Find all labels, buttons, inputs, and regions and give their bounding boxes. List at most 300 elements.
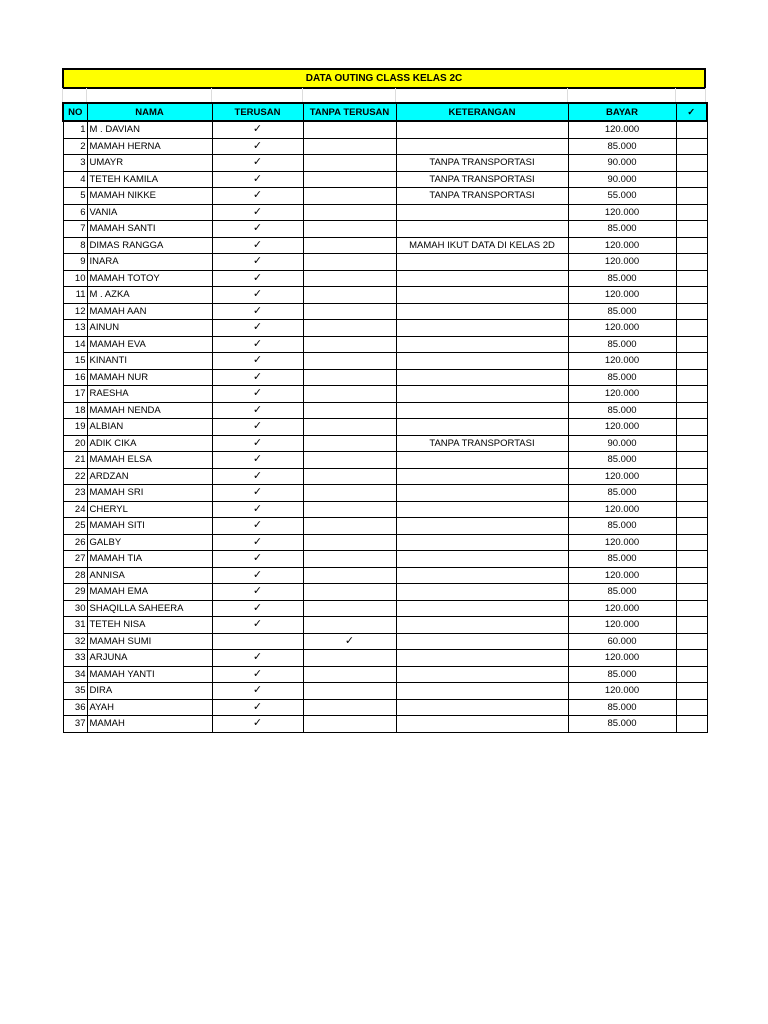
- keterangan-cell[interactable]: [396, 204, 568, 221]
- row-number-cell[interactable]: 28: [63, 567, 87, 584]
- terusan-check-cell[interactable]: ✓: [212, 716, 303, 733]
- bayar-cell[interactable]: 85.000: [568, 699, 676, 716]
- keterangan-cell[interactable]: [396, 485, 568, 502]
- tanpa-terusan-check-cell[interactable]: [303, 138, 396, 155]
- check-cell[interactable]: [676, 683, 707, 700]
- table-row: [63, 683, 707, 700]
- name-cell[interactable]: GALBY: [87, 534, 212, 551]
- bayar-cell[interactable]: 85.000: [568, 518, 676, 535]
- terusan-check-cell[interactable]: ✓: [212, 353, 303, 370]
- bayar-cell[interactable]: 120.000: [568, 683, 676, 700]
- tanpa-terusan-check-cell[interactable]: [303, 683, 396, 700]
- keterangan-cell[interactable]: [396, 468, 568, 485]
- row-number-cell[interactable]: 34: [63, 666, 87, 683]
- bayar-cell[interactable]: 120.000: [568, 567, 676, 584]
- check-cell[interactable]: [676, 171, 707, 188]
- row-number-cell[interactable]: 16: [63, 369, 87, 386]
- bayar-cell[interactable]: 120.000: [568, 254, 676, 271]
- check-cell[interactable]: [676, 336, 707, 353]
- name-cell[interactable]: MAMAH SUMI: [87, 633, 212, 650]
- table-row: [63, 138, 707, 155]
- check-cell[interactable]: [676, 121, 707, 138]
- keterangan-cell[interactable]: TANPA TRANSPORTASI: [396, 171, 568, 188]
- terusan-check-cell[interactable]: ✓: [212, 468, 303, 485]
- row-number-cell[interactable]: 8: [63, 237, 87, 254]
- tanpa-terusan-check-cell[interactable]: [303, 452, 396, 469]
- bayar-cell[interactable]: 120.000: [568, 501, 676, 518]
- terusan-check-cell[interactable]: ✓: [212, 666, 303, 683]
- keterangan-cell[interactable]: [396, 270, 568, 287]
- table-row: [63, 716, 707, 733]
- table-row: [63, 254, 707, 271]
- keterangan-cell[interactable]: [396, 633, 568, 650]
- row-number-cell[interactable]: 10: [63, 270, 87, 287]
- row-number-cell[interactable]: 21: [63, 452, 87, 469]
- check-cell[interactable]: [676, 501, 707, 518]
- keterangan-cell[interactable]: [396, 600, 568, 617]
- check-cell[interactable]: [676, 617, 707, 634]
- tanpa-terusan-check-cell[interactable]: [303, 237, 396, 254]
- keterangan-cell[interactable]: [396, 452, 568, 469]
- check-cell[interactable]: [676, 155, 707, 172]
- name-cell[interactable]: MAMAH NIKKE: [87, 188, 212, 205]
- table-row: [63, 221, 707, 238]
- tanpa-terusan-check-cell[interactable]: [303, 485, 396, 502]
- keterangan-cell[interactable]: [396, 567, 568, 584]
- check-cell[interactable]: [676, 600, 707, 617]
- row-number-cell[interactable]: 11: [63, 287, 87, 304]
- row-number-cell[interactable]: 3: [63, 155, 87, 172]
- tanpa-terusan-check-cell[interactable]: [303, 204, 396, 221]
- bayar-cell[interactable]: 120.000: [568, 419, 676, 436]
- terusan-check-cell[interactable]: ✓: [212, 518, 303, 535]
- terusan-check-cell[interactable]: [212, 633, 303, 650]
- row-number-cell[interactable]: 2: [63, 138, 87, 155]
- bayar-cell[interactable]: 55.000: [568, 188, 676, 205]
- tanpa-terusan-check-cell[interactable]: [303, 320, 396, 337]
- bayar-cell[interactable]: 120.000: [568, 204, 676, 221]
- bayar-cell[interactable]: 85.000: [568, 716, 676, 733]
- table-row: [63, 171, 707, 188]
- name-cell[interactable]: ADIK CIKA: [87, 435, 212, 452]
- check-cell[interactable]: [676, 650, 707, 667]
- row-number-cell[interactable]: 14: [63, 336, 87, 353]
- check-cell[interactable]: [676, 452, 707, 469]
- check-cell[interactable]: [676, 303, 707, 320]
- tanpa-terusan-check-cell[interactable]: [303, 617, 396, 634]
- header-check-icon[interactable]: ✓: [676, 103, 707, 121]
- keterangan-cell[interactable]: [396, 221, 568, 238]
- name-cell[interactable]: MAMAH HERNA: [87, 138, 212, 155]
- tanpa-terusan-check-cell[interactable]: [303, 188, 396, 205]
- bayar-cell[interactable]: 85.000: [568, 485, 676, 502]
- keterangan-cell[interactable]: [396, 402, 568, 419]
- row-number-cell[interactable]: 29: [63, 584, 87, 601]
- terusan-check-cell[interactable]: ✓: [212, 435, 303, 452]
- terusan-check-cell[interactable]: ✓: [212, 369, 303, 386]
- row-number-cell[interactable]: 12: [63, 303, 87, 320]
- header-keterangan[interactable]: KETERANGAN: [396, 103, 568, 121]
- name-cell[interactable]: MAMAH EVA: [87, 336, 212, 353]
- terusan-check-cell[interactable]: ✓: [212, 155, 303, 172]
- name-cell[interactable]: ALBIAN: [87, 419, 212, 436]
- bayar-cell[interactable]: 85.000: [568, 138, 676, 155]
- check-cell[interactable]: [676, 237, 707, 254]
- tanpa-terusan-check-cell[interactable]: [303, 699, 396, 716]
- row-number-cell[interactable]: 6: [63, 204, 87, 221]
- row-number-cell[interactable]: 37: [63, 716, 87, 733]
- bayar-cell[interactable]: 90.000: [568, 435, 676, 452]
- name-cell[interactable]: MAMAH: [87, 716, 212, 733]
- bayar-cell[interactable]: 120.000: [568, 353, 676, 370]
- row-number-cell[interactable]: 33: [63, 650, 87, 667]
- name-cell[interactable]: MAMAH SITI: [87, 518, 212, 535]
- keterangan-cell[interactable]: [396, 254, 568, 271]
- header-row: [63, 103, 707, 121]
- keterangan-cell[interactable]: TANPA TRANSPORTASI: [396, 188, 568, 205]
- row-number-cell[interactable]: 4: [63, 171, 87, 188]
- name-cell[interactable]: SHAQILLA SAHEERA: [87, 600, 212, 617]
- name-cell[interactable]: MAMAH ELSA: [87, 452, 212, 469]
- tanpa-terusan-check-cell[interactable]: [303, 518, 396, 535]
- check-cell[interactable]: [676, 485, 707, 502]
- keterangan-cell[interactable]: [396, 336, 568, 353]
- table-row: [63, 287, 707, 304]
- table-row: [63, 534, 707, 551]
- name-cell[interactable]: MAMAH NUR: [87, 369, 212, 386]
- row-number-cell[interactable]: 7: [63, 221, 87, 238]
- terusan-check-cell[interactable]: ✓: [212, 551, 303, 568]
- terusan-check-cell[interactable]: ✓: [212, 270, 303, 287]
- empty-spacer-row: [62, 88, 706, 102]
- terusan-check-cell[interactable]: ✓: [212, 485, 303, 502]
- tanpa-terusan-check-cell[interactable]: [303, 419, 396, 436]
- name-cell[interactable]: MAMAH SANTI: [87, 221, 212, 238]
- keterangan-cell[interactable]: [396, 518, 568, 535]
- bayar-cell[interactable]: 120.000: [568, 468, 676, 485]
- keterangan-cell[interactable]: TANPA TRANSPORTASI: [396, 155, 568, 172]
- bayar-cell[interactable]: 120.000: [568, 600, 676, 617]
- table-row: [63, 353, 707, 370]
- check-cell[interactable]: [676, 567, 707, 584]
- bayar-cell[interactable]: 85.000: [568, 221, 676, 238]
- name-cell[interactable]: CHERYL: [87, 501, 212, 518]
- tanpa-terusan-check-cell[interactable]: [303, 386, 396, 403]
- terusan-check-cell[interactable]: ✓: [212, 320, 303, 337]
- table-row: [63, 237, 707, 254]
- name-cell[interactable]: AYAH: [87, 699, 212, 716]
- bayar-cell[interactable]: 85.000: [568, 666, 676, 683]
- row-number-cell[interactable]: 22: [63, 468, 87, 485]
- check-cell[interactable]: [676, 716, 707, 733]
- table-row: [63, 650, 707, 667]
- tanpa-terusan-check-cell[interactable]: [303, 534, 396, 551]
- terusan-check-cell[interactable]: ✓: [212, 584, 303, 601]
- table-row: [63, 633, 707, 650]
- name-cell[interactable]: VANIA: [87, 204, 212, 221]
- tanpa-terusan-check-cell[interactable]: [303, 171, 396, 188]
- tanpa-terusan-check-cell[interactable]: [303, 270, 396, 287]
- terusan-check-cell[interactable]: ✓: [212, 600, 303, 617]
- terusan-check-cell[interactable]: ✓: [212, 501, 303, 518]
- tanpa-terusan-check-cell[interactable]: [303, 155, 396, 172]
- table-row: [63, 369, 707, 386]
- tanpa-terusan-check-cell[interactable]: [303, 600, 396, 617]
- terusan-check-cell[interactable]: ✓: [212, 221, 303, 238]
- name-cell[interactable]: DIMAS RANGGA: [87, 237, 212, 254]
- terusan-check-cell[interactable]: ✓: [212, 683, 303, 700]
- row-number-cell[interactable]: 26: [63, 534, 87, 551]
- bayar-cell[interactable]: 120.000: [568, 237, 676, 254]
- tanpa-terusan-check-cell[interactable]: [303, 551, 396, 568]
- row-number-cell[interactable]: 18: [63, 402, 87, 419]
- name-cell[interactable]: KINANTI: [87, 353, 212, 370]
- header-nama[interactable]: NAMA: [87, 103, 212, 121]
- bayar-cell[interactable]: 120.000: [568, 320, 676, 337]
- check-cell[interactable]: [676, 386, 707, 403]
- row-number-cell[interactable]: 5: [63, 188, 87, 205]
- table-row: [63, 435, 707, 452]
- terusan-check-cell[interactable]: ✓: [212, 336, 303, 353]
- terusan-check-cell[interactable]: ✓: [212, 650, 303, 667]
- row-number-cell[interactable]: 31: [63, 617, 87, 634]
- row-number-cell[interactable]: 27: [63, 551, 87, 568]
- name-cell[interactable]: M . DAVIAN: [87, 121, 212, 138]
- tanpa-terusan-check-cell[interactable]: [303, 501, 396, 518]
- keterangan-cell[interactable]: [396, 501, 568, 518]
- name-cell[interactable]: ARDZAN: [87, 468, 212, 485]
- table-row: [63, 204, 707, 221]
- terusan-check-cell[interactable]: ✓: [212, 204, 303, 221]
- table-row: [63, 485, 707, 502]
- check-cell[interactable]: [676, 287, 707, 304]
- name-cell[interactable]: MAMAH YANTI: [87, 666, 212, 683]
- keterangan-cell[interactable]: [396, 138, 568, 155]
- check-cell[interactable]: [676, 419, 707, 436]
- header-no[interactable]: NO: [63, 103, 87, 121]
- tanpa-terusan-check-cell[interactable]: [303, 650, 396, 667]
- check-cell[interactable]: [676, 204, 707, 221]
- name-cell[interactable]: ANNISA: [87, 567, 212, 584]
- name-cell[interactable]: INARA: [87, 254, 212, 271]
- tanpa-terusan-check-cell[interactable]: [303, 353, 396, 370]
- keterangan-cell[interactable]: [396, 419, 568, 436]
- check-cell[interactable]: [676, 468, 707, 485]
- terusan-check-cell[interactable]: ✓: [212, 567, 303, 584]
- table-row: [63, 188, 707, 205]
- tanpa-terusan-check-cell[interactable]: [303, 303, 396, 320]
- name-cell[interactable]: ARJUNA: [87, 650, 212, 667]
- table-row: [63, 419, 707, 436]
- row-number-cell[interactable]: 13: [63, 320, 87, 337]
- name-cell[interactable]: DIRA: [87, 683, 212, 700]
- bayar-cell[interactable]: 85.000: [568, 369, 676, 386]
- check-cell[interactable]: [676, 402, 707, 419]
- table-row: [63, 386, 707, 403]
- bayar-cell[interactable]: 85.000: [568, 402, 676, 419]
- row-number-cell[interactable]: 23: [63, 485, 87, 502]
- bayar-cell[interactable]: 85.000: [568, 336, 676, 353]
- table-row: [63, 270, 707, 287]
- tanpa-terusan-check-cell[interactable]: [303, 716, 396, 733]
- check-cell[interactable]: [676, 584, 707, 601]
- bayar-cell[interactable]: 85.000: [568, 551, 676, 568]
- row-number-cell[interactable]: 30: [63, 600, 87, 617]
- tanpa-terusan-check-cell[interactable]: [303, 254, 396, 271]
- name-cell[interactable]: UMAYR: [87, 155, 212, 172]
- keterangan-cell[interactable]: [396, 683, 568, 700]
- terusan-check-cell[interactable]: ✓: [212, 386, 303, 403]
- check-cell[interactable]: [676, 320, 707, 337]
- keterangan-cell[interactable]: [396, 716, 568, 733]
- bayar-cell[interactable]: 85.000: [568, 303, 676, 320]
- keterangan-cell[interactable]: [396, 666, 568, 683]
- bayar-cell[interactable]: 120.000: [568, 121, 676, 138]
- tanpa-terusan-check-cell[interactable]: [303, 369, 396, 386]
- check-cell[interactable]: [676, 633, 707, 650]
- name-cell[interactable]: M . AZKA: [87, 287, 212, 304]
- row-number-cell[interactable]: 19: [63, 419, 87, 436]
- table-row: [63, 567, 707, 584]
- terusan-check-cell[interactable]: ✓: [212, 121, 303, 138]
- tanpa-terusan-check-cell[interactable]: [303, 468, 396, 485]
- terusan-check-cell[interactable]: ✓: [212, 254, 303, 271]
- name-cell[interactable]: RAESHA: [87, 386, 212, 403]
- keterangan-cell[interactable]: [396, 287, 568, 304]
- check-cell[interactable]: [676, 534, 707, 551]
- tanpa-terusan-check-cell[interactable]: [303, 402, 396, 419]
- tanpa-terusan-check-cell[interactable]: [303, 584, 396, 601]
- tanpa-terusan-check-cell[interactable]: [303, 567, 396, 584]
- table-row: [63, 600, 707, 617]
- table-row: [63, 617, 707, 634]
- check-cell[interactable]: [676, 270, 707, 287]
- terusan-check-cell[interactable]: ✓: [212, 452, 303, 469]
- keterangan-cell[interactable]: [396, 303, 568, 320]
- name-cell[interactable]: TETEH KAMILA: [87, 171, 212, 188]
- name-cell[interactable]: MAMAH AAN: [87, 303, 212, 320]
- name-cell[interactable]: MAMAH SRI: [87, 485, 212, 502]
- terusan-check-cell[interactable]: ✓: [212, 237, 303, 254]
- name-cell[interactable]: MAMAH NENDA: [87, 402, 212, 419]
- name-cell[interactable]: MAMAH TOTOY: [87, 270, 212, 287]
- row-number-cell[interactable]: 25: [63, 518, 87, 535]
- tanpa-terusan-check-cell[interactable]: [303, 336, 396, 353]
- terusan-check-cell[interactable]: ✓: [212, 287, 303, 304]
- row-number-cell[interactable]: 15: [63, 353, 87, 370]
- check-cell[interactable]: [676, 699, 707, 716]
- bayar-cell[interactable]: 85.000: [568, 270, 676, 287]
- table-row: [63, 551, 707, 568]
- name-cell[interactable]: TETEH NISA: [87, 617, 212, 634]
- bayar-cell[interactable]: 120.000: [568, 650, 676, 667]
- keterangan-cell[interactable]: [396, 534, 568, 551]
- tanpa-terusan-check-cell[interactable]: [303, 435, 396, 452]
- bayar-cell[interactable]: 90.000: [568, 171, 676, 188]
- terusan-check-cell[interactable]: ✓: [212, 138, 303, 155]
- tanpa-terusan-check-cell[interactable]: [303, 666, 396, 683]
- row-number-cell[interactable]: 17: [63, 386, 87, 403]
- keterangan-cell[interactable]: [396, 121, 568, 138]
- check-cell[interactable]: [676, 369, 707, 386]
- bayar-cell[interactable]: 120.000: [568, 287, 676, 304]
- table-row: [63, 155, 707, 172]
- table-row: [63, 584, 707, 601]
- tanpa-terusan-check-cell[interactable]: [303, 287, 396, 304]
- check-cell[interactable]: [676, 254, 707, 271]
- check-cell[interactable]: [676, 551, 707, 568]
- terusan-check-cell[interactable]: ✓: [212, 303, 303, 320]
- row-number-cell[interactable]: 24: [63, 501, 87, 518]
- tanpa-terusan-check-cell[interactable]: ✓: [303, 633, 396, 650]
- bayar-cell[interactable]: 120.000: [568, 534, 676, 551]
- bayar-cell[interactable]: 60.000: [568, 633, 676, 650]
- table-row: [63, 121, 707, 138]
- keterangan-cell[interactable]: [396, 386, 568, 403]
- table-row: [63, 501, 707, 518]
- row-number-cell[interactable]: 9: [63, 254, 87, 271]
- bayar-cell[interactable]: 120.000: [568, 386, 676, 403]
- table-row: [63, 666, 707, 683]
- terusan-check-cell[interactable]: ✓: [212, 534, 303, 551]
- row-number-cell[interactable]: 20: [63, 435, 87, 452]
- terusan-check-cell[interactable]: ✓: [212, 402, 303, 419]
- keterangan-cell[interactable]: [396, 699, 568, 716]
- terusan-check-cell[interactable]: ✓: [212, 617, 303, 634]
- check-cell[interactable]: [676, 138, 707, 155]
- keterangan-cell[interactable]: [396, 584, 568, 601]
- keterangan-cell[interactable]: [396, 369, 568, 386]
- bayar-cell[interactable]: 85.000: [568, 452, 676, 469]
- row-number-cell[interactable]: 32: [63, 633, 87, 650]
- check-cell[interactable]: [676, 666, 707, 683]
- name-cell[interactable]: MAMAH EMA: [87, 584, 212, 601]
- header-terusan[interactable]: TERUSAN: [212, 103, 303, 121]
- row-number-cell[interactable]: 36: [63, 699, 87, 716]
- bayar-cell[interactable]: 90.000: [568, 155, 676, 172]
- table-row: [63, 518, 707, 535]
- row-number-cell[interactable]: 35: [63, 683, 87, 700]
- name-cell[interactable]: AINUN: [87, 320, 212, 337]
- terusan-check-cell[interactable]: ✓: [212, 419, 303, 436]
- check-cell[interactable]: [676, 518, 707, 535]
- keterangan-cell[interactable]: [396, 353, 568, 370]
- check-cell[interactable]: [676, 435, 707, 452]
- table-body: [63, 121, 707, 732]
- keterangan-cell[interactable]: TANPA TRANSPORTASI: [396, 435, 568, 452]
- row-number-cell[interactable]: 1: [63, 121, 87, 138]
- table-row: [63, 452, 707, 469]
- keterangan-cell[interactable]: MAMAH IKUT DATA DI KELAS 2D: [396, 237, 568, 254]
- check-cell[interactable]: [676, 188, 707, 205]
- bayar-cell[interactable]: 85.000: [568, 584, 676, 601]
- header-bayar[interactable]: BAYAR: [568, 103, 676, 121]
- keterangan-cell[interactable]: [396, 617, 568, 634]
- keterangan-cell[interactable]: [396, 551, 568, 568]
- keterangan-cell[interactable]: [396, 320, 568, 337]
- terusan-check-cell[interactable]: ✓: [212, 171, 303, 188]
- tanpa-terusan-check-cell[interactable]: [303, 121, 396, 138]
- terusan-check-cell[interactable]: ✓: [212, 188, 303, 205]
- check-cell[interactable]: [676, 221, 707, 238]
- check-cell[interactable]: [676, 353, 707, 370]
- tanpa-terusan-check-cell[interactable]: [303, 221, 396, 238]
- terusan-check-cell[interactable]: ✓: [212, 699, 303, 716]
- header-tanpa-terusan[interactable]: TANPA TERUSAN: [303, 103, 396, 121]
- keterangan-cell[interactable]: [396, 650, 568, 667]
- name-cell[interactable]: MAMAH TIA: [87, 551, 212, 568]
- bayar-cell[interactable]: 120.000: [568, 617, 676, 634]
